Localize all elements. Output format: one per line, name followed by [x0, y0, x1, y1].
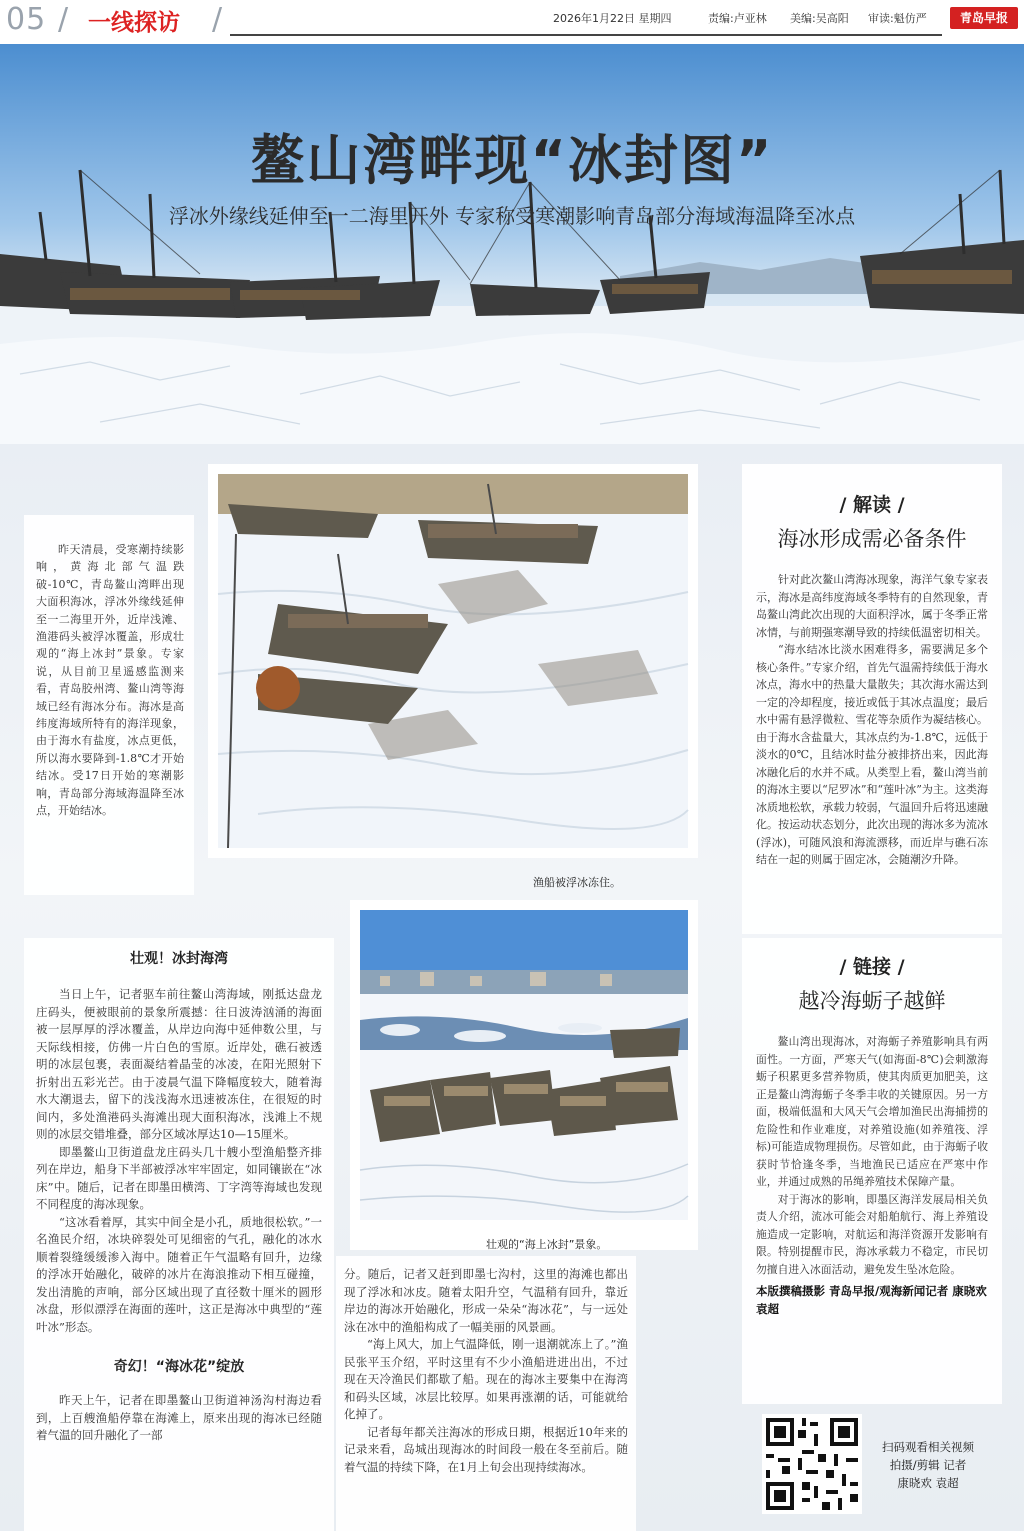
- photo-frozen-boats: [208, 464, 698, 858]
- sidebar-analysis: [742, 464, 1002, 934]
- photo-ice-seal: [350, 900, 698, 1250]
- section2-paragraph: 昨天上午，记者在即墨鳌山卫街道神汤沟村海边看到，上百艘渔船停靠在海滩上，原来出现的海冰已经随着气温的回升融化了一部: [36, 1393, 322, 1442]
- proofreader-credit: 审读:魁仿严: [868, 12, 927, 25]
- section1-body: [36, 986, 322, 1336]
- designer-credit: 美编:吴高阳: [790, 12, 849, 25]
- sidebar1-paragraph: “海水结冰比淡水困难得多，需要满足多个核心条件。”专家介绍，首先气温需持续低于海水冰点，海水中的热量大量散失；其次海水需达到一定的冷却程度，接近或低于其冰点温度；最后水中需有悬浮微粒、雪花等杂质作为凝结核心。由于海水含盐量大，其冰点约为-1.8℃，远低于淡水的0℃，且结冰时盐分被排挤出来，因此海冰融化后的水并不咸。从类型上看，鳌山湾当前的海冰主要以“尼罗冰”和“莲叶冰”为主。这类海冰质地松软，承载力较弱，气温回升后将迅速融化。按运动状态划分，此次出现的海冰多为流冰(浮冰)，可随风浪和海流漂移，而近岸与礁石冻结在一起的则属于固定冰，会随潮汐升降。: [756, 643, 988, 866]
- sub-headline: 浮冰外缘线延伸至一二海里开外 专家称受寒潮影响青岛部分海域海温降至冰点: [168, 204, 856, 228]
- header-rule: [230, 34, 942, 36]
- sidebar2-title: 越冷海蛎子越鲜: [798, 989, 946, 1013]
- author-byline: 本版撰稿摄影 青岛早报/观海新闻记者 康晓欢 袁超: [756, 1284, 987, 1316]
- section1-paragraph: 即墨鳌山卫街道盘龙庄码头几十艘小型渔船整齐排列在岸边，船身下半部被浮冰牢牢固定，如同镶嵌在“冰床”中。随后，记者在即墨田横湾、丁字湾等海域也发现不同程度的海冰现象。: [36, 1144, 322, 1211]
- section2-title: 奇幻！“海冰花”绽放: [113, 1359, 245, 1375]
- section1-paragraph: 当日上午，记者驱车前往鳌山湾海域，刚抵达盘龙庄码头，便被眼前的景象所震撼：往日波涛汹涌的海面被一层厚厚的浮冰覆盖，从岸边向海中延伸数公里，与天际线相接，仿佛一片白色的雪原。近岸处，礁石被透明的冰层包裹，表面凝结着晶莹的冰凌，在阳光照射下折射出五彩光芒。由于凌晨气温下降幅度较大，随着海水大潮退去，留下的浅浅海水迅速被冻住，在很短的时间内，多处渔港码头海滩出现大面积海冰，浅滩上不规则的冰层交错堆叠，部分区域冰厚达10—15厘米。: [36, 987, 322, 1141]
- frozen-harbor-illustration: [0, 44, 1024, 444]
- sidebar2-body: [756, 1033, 988, 1318]
- sea-ice-landscape-illustration: [360, 910, 688, 1220]
- page-number: 05: [6, 2, 47, 37]
- section1-paragraph: “这冰看着厚，其实中间全是小孔，质地很松软。”一名渔民介绍，冰块碎裂处可见细密的气孔，融化的冰水顺着裂缝缓缓渗入海中。随着正午气温略有回升，边缘的浮冰开始融化，破碎的冰片在海浪推动下相互碰撞，发出清脆的声响，部分区域出现了直径数十厘米的圆形冰盘，形似漂浮在海面的莲叶，这正是海冰中典型的“莲叶冰”形态。: [36, 1214, 322, 1334]
- article-left-column: [24, 938, 334, 1531]
- sidebar2-paragraph: 鳌山湾出现海冰，对海蛎子养殖影响具有两面性。一方面，严寒天气(如海面-8℃)会刺激海蛎子积累更多营养物质，使其肉质更加肥美，这正是鳌山湾海蛎子冬季丰收的关键原因。另一方面，极端低温和大风天气会增加渔民出海捕捞的危险性和作业难度，对养殖设施(如养殖筏、浮标)可能造成物理损伤。尽管如此，由于海蛎子收获时节恰逢冬季，当地渔民已适应在严寒中作业，并通过成熟的吊绳养殖技术保障产量。: [756, 1035, 988, 1188]
- middle-paragraph: 记者每年都关注海冰的形成日期，根据近10年来的记录来看，岛城出现海冰的时间段一般在冬至前后。随着气温的持续下降，在1月上旬会出现持续海冰。: [344, 1424, 628, 1474]
- intro-column: [24, 515, 194, 895]
- divider-slash: /: [58, 2, 69, 37]
- main-headline: 鳌山湾畔现“冰封图”: [250, 129, 774, 192]
- qr-code[interactable]: [762, 1414, 862, 1514]
- article-middle-column: [336, 1256, 636, 1531]
- issue-date: 2026年1月22日 星期四: [553, 12, 672, 25]
- newspaper-logo: 青岛早报: [950, 7, 1018, 29]
- qr-code-icon: [762, 1414, 862, 1514]
- boats-in-ice-illustration: [218, 474, 688, 848]
- sidebar2-paragraph: 对于海冰的影响，即墨区海洋发展局相关负责人介绍，流冰可能会对船舶航行、海上养殖设施造成一定影响，对航运和海洋资源开发影响有限。特别提醒市民，海冰承载力不稳定，市民切勿擅自进入冰面活动，避免发生坠冰危险。: [756, 1192, 988, 1276]
- middle-paragraph: 分。随后，记者又赶到即墨七沟村，这里的海滩也都出现了浮冰和冰皮。随着太阳升空，气温稍有回升，靠近岸边的海冰开始融化，形成一朵朵“海冰花”，与一远处泳在冰中的渔船构成了一幅美丽的风景画。: [344, 1267, 628, 1334]
- sidebar1-body: [756, 571, 988, 869]
- middle-paragraph: “海上风大，加上气温降低，刚一退潮就冻上了。”渔民张平玉介绍，平时这里有不少小渔船进进出出，不过现在天冷渔民们都歇了船。现在的海冰主要集中在海湾和码头区域，冰层比较厚。如果再涨潮的话，可能就给化掉了。: [344, 1337, 628, 1421]
- intro-paragraph: 昨天清晨，受寒潮持续影响，黄海北部气温跌破-10℃，青岛鳌山湾畔出现大面积海冰，浮冰外缘线延伸至一二海里开外，近岸浅滩、渔港码头被浮冰覆盖，形成壮观的“海上冰封”景象。专家说，从目前卫星遥感监测来看，青岛胶州湾、鳌山湾等海域已经有海冰分布。海冰是高纬度海域所特有的海洋现象，由于海水有盐度，冰点更低，所以海水要降到-1.8℃才开始结冰。受17日开始的寒潮影响，青岛部分海域海温降至冰点，开始结冰。: [36, 543, 184, 818]
- section2-body: [36, 1392, 322, 1445]
- photo1-caption: 渔船被浮冰冻住。: [533, 876, 621, 889]
- sidebar-link: [742, 938, 1002, 1404]
- divider-slash: /: [212, 2, 223, 37]
- qr-caption: [868, 1438, 988, 1492]
- sidebar1-tag: / 解读 /: [839, 494, 905, 516]
- page-header: [0, 0, 1024, 44]
- editor-credit: 责编:卢亚林: [708, 12, 767, 25]
- photo2-caption: 壮观的“海上冰封”景象。: [486, 1238, 608, 1251]
- sidebar1-title: 海冰形成需必备条件: [777, 527, 967, 551]
- sidebar1-paragraph: 针对此次鳌山湾海冰现象，海洋气象专家表示，海冰是高纬度海域冬季特有的自然现象，青岛鳌山湾此次出现的大面积浮冰，属于冬季正常冰情，与前期强寒潮导致的持续低温密切相关。: [756, 573, 988, 639]
- section1-title: 壮观！冰封海湾: [130, 951, 228, 967]
- hero-photo: [0, 44, 1024, 444]
- section-title: 一线探访: [88, 10, 180, 36]
- qr-caption-text: 扫码观看相关视频 拍摄/剪辑 记者 康晓欢 袁超: [882, 1440, 974, 1490]
- sidebar2-tag: / 链接 /: [839, 956, 905, 978]
